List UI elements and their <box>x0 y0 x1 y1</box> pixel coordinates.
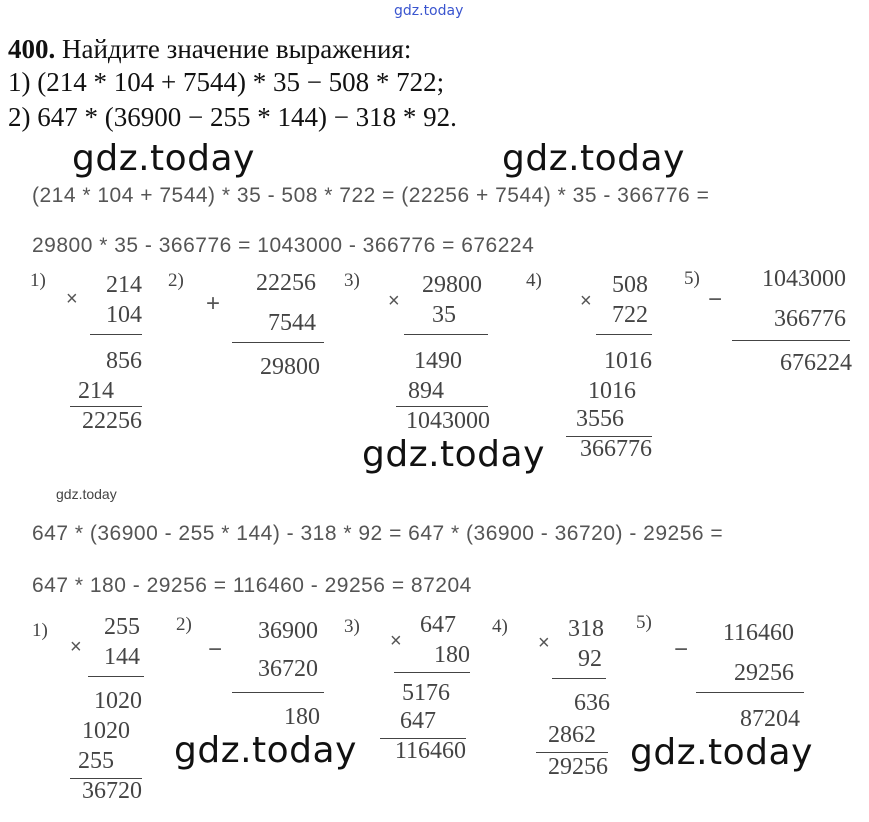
s1-step4-b: 722 <box>612 302 648 328</box>
watermark-big-5: gdz.today <box>630 732 813 773</box>
s2-step3-partial-2: 647 <box>400 708 436 734</box>
s1-step2-result: 29800 <box>260 354 320 380</box>
s2-step3-partial-1: 5176 <box>402 680 450 706</box>
watermark-big-3: gdz.today <box>362 434 545 475</box>
s1-step4-partial-3: 3556 <box>576 406 624 432</box>
watermark-big-1: gdz.today <box>72 138 255 179</box>
s1-step5-a: 1043000 <box>762 266 846 292</box>
watermark-big-2: gdz.today <box>502 138 685 179</box>
s1-step3-result: 1043000 <box>406 408 490 434</box>
s2-step2-result: 180 <box>284 704 320 730</box>
s2-step3-b: 180 <box>434 642 470 668</box>
s2-step1-op: × <box>70 636 82 658</box>
s1-step4-label: 4) <box>526 270 542 291</box>
s1-step2-a: 22256 <box>256 270 316 296</box>
s2-step4-rule <box>552 678 606 679</box>
s2-step5-a: 116460 <box>722 620 794 646</box>
s2-step1-result: 36720 <box>82 778 142 804</box>
s2-step1-partial-3: 255 <box>78 748 114 774</box>
watermark-top: gdz.today <box>394 3 464 19</box>
s1-step4-rule <box>596 334 652 335</box>
s1-step3-op: × <box>388 290 400 312</box>
s2-step4-partial-2: 2862 <box>548 722 596 748</box>
s1-step4-op: × <box>580 290 592 312</box>
s1-step1-partial-1: 856 <box>106 348 142 374</box>
s2-step5-rule <box>696 692 804 693</box>
s1-step3-a: 29800 <box>422 272 482 298</box>
s1-step5-label: 5) <box>684 268 700 289</box>
s1-step1-a: 214 <box>106 272 142 298</box>
s1-step2-op: + <box>206 290 221 317</box>
s1-step4-partial-2: 1016 <box>588 378 636 404</box>
s2-step1-partial-1: 1020 <box>94 688 142 714</box>
s1-step3-partial-2: 894 <box>408 378 444 404</box>
s2-step2-label: 2) <box>176 614 192 635</box>
s2-step5-label: 5) <box>636 612 652 633</box>
s1-step2-rule <box>232 342 324 343</box>
s1-step1-rule <box>90 334 142 335</box>
s1-step1-b: 104 <box>106 302 142 328</box>
s2-step3-label: 3) <box>344 616 360 637</box>
s2-step1-partial-2: 1020 <box>82 718 130 744</box>
problem-prompt: Найдите значение выражения: <box>62 34 412 64</box>
s2-step4-result: 29256 <box>548 754 608 780</box>
s2-step1-a: 255 <box>104 614 140 640</box>
s2-step4-a: 318 <box>568 616 604 642</box>
s1-step5-result: 676224 <box>780 350 852 376</box>
problem-line-1: 1) (214 * 104 + 7544) * 35 − 508 * 722; <box>8 67 445 97</box>
s2-step4-label: 4) <box>492 616 508 637</box>
s1-step3-label: 3) <box>344 270 360 291</box>
s2-step5-b: 29256 <box>734 660 794 686</box>
s2-step3-op: × <box>390 630 402 652</box>
solution2-equation-2: 647 * 180 - 29256 = 116460 - 29256 = 87204 <box>32 574 472 597</box>
s1-step5-b: 366776 <box>774 306 846 332</box>
s1-step5-op: − <box>708 286 723 313</box>
watermark-big-4: gdz.today <box>174 730 357 771</box>
s2-step1-b: 144 <box>104 644 140 670</box>
s1-step3-rule <box>404 334 488 335</box>
s2-step4-op: × <box>538 632 550 654</box>
s2-step1-rule <box>88 676 144 677</box>
s2-step5-result: 87204 <box>740 706 800 732</box>
s2-step4-partial-1: 636 <box>574 690 610 716</box>
s1-step1-op: × <box>66 288 78 310</box>
problem-line-2: 2) 647 * (36900 − 255 * 144) − 318 * 92. <box>8 102 457 132</box>
s2-step3-rule <box>394 672 470 673</box>
s1-step1-rule-2 <box>70 406 142 407</box>
s2-step1-label: 1) <box>32 620 48 641</box>
s2-step2-rule <box>232 692 324 693</box>
problem-header <box>8 34 411 65</box>
s1-step1-result: 22256 <box>82 408 142 434</box>
s2-step4-b: 92 <box>578 646 602 672</box>
solution1-equation-1: (214 * 104 + 7544) * 35 - 508 * 722 = (22256 + 7544) * 35 - 366776 = <box>32 184 710 207</box>
problem-number: 400. <box>8 34 56 64</box>
watermark-small-mid: gdz.today <box>56 486 117 502</box>
s1-step2-b: 7544 <box>268 310 316 336</box>
s1-step4-a: 508 <box>612 272 648 298</box>
s1-step5-rule <box>732 340 850 341</box>
s1-step3-rule-2 <box>396 406 488 407</box>
s2-step5-op: − <box>674 636 689 663</box>
s1-step1-partial-2: 214 <box>78 378 114 404</box>
solution1-equation-2: 29800 * 35 - 366776 = 1043000 - 366776 = 676224 <box>32 234 535 257</box>
s2-step3-result: 116460 <box>394 738 466 764</box>
s2-step2-op: − <box>208 636 223 663</box>
s2-step3-a: 647 <box>420 612 456 638</box>
s1-step3-partial-1: 1490 <box>414 348 462 374</box>
s1-step4-result: 366776 <box>580 436 652 462</box>
solution2-equation-1: 647 * (36900 - 255 * 144) - 318 * 92 = 647 * (36900 - 36720) - 29256 = <box>32 522 724 545</box>
s2-step4-rule-2 <box>536 752 608 753</box>
s1-step2-label: 2) <box>168 270 184 291</box>
s1-step3-b: 35 <box>432 302 456 328</box>
s2-step2-b: 36720 <box>258 656 318 682</box>
s2-step2-a: 36900 <box>258 618 318 644</box>
s1-step1-label: 1) <box>30 270 46 291</box>
s1-step4-partial-1: 1016 <box>604 348 652 374</box>
